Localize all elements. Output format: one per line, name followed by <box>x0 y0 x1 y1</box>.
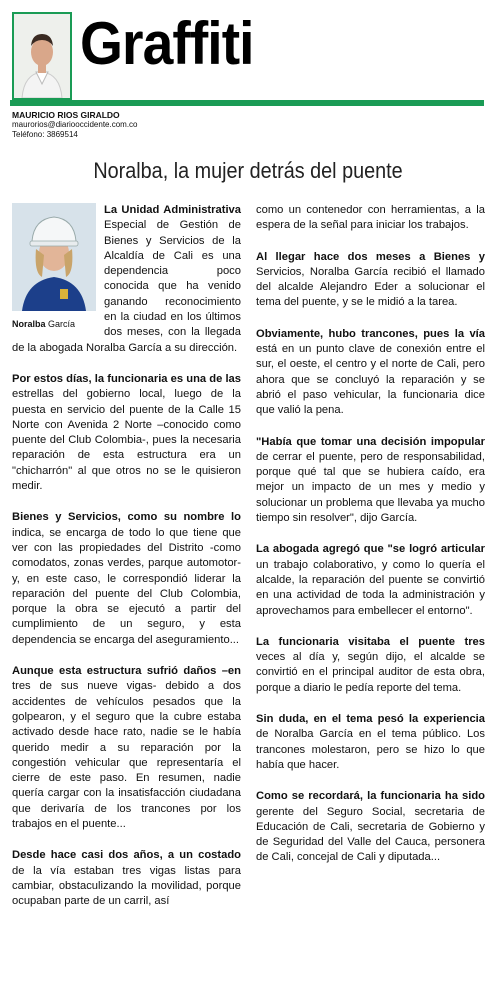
paragraph-body: de cerrar el puente, pero de responsabilidad, porque qué tal que se hubiera caído, era mejor un impacto de un mes y medio y solucionar un problema que llevaba ya mucho tiempo sin resolver", dijo García. <box>256 450 485 525</box>
paragraph <box>12 372 241 494</box>
paragraph-lead: La Unidad Administrativa <box>104 204 241 216</box>
paragraph-lead: "Había que tomar una decisión impopular <box>256 435 485 448</box>
header-rule <box>10 100 484 106</box>
paragraph-body: tres de sus nueve vigas- debido a dos accidentes de vehículos pesados que la golpearon, y el seguro que la cubre estaba activado desde hace rato, nadie se le había querido medir a su reparación por la congestión vehicular que representaría el cierre de este paso. En resumen, nadie quería cargar con la insatisfacción ciudadana que derivaría de los trancones por los trabajos en el puente... <box>12 680 241 830</box>
paragraph <box>256 435 485 527</box>
paragraph-lead: Obviamente, hubo trancones, pues la vía <box>256 327 485 340</box>
paragraph-body: está en un punto clave de conexión entre el sur, el oeste, el centro y el norte de Cali, pero ahora que se concluyó la reparación y se abrió el paso vehicular, la funcionaria dice que valió la pena. <box>256 343 485 417</box>
columnist-photo <box>14 14 70 98</box>
photo-caption <box>12 319 98 330</box>
paragraph <box>12 510 241 648</box>
paragraph-body: Especial de Gestión de Bienes y Servicios de la Alcaldía de Cali es una dependencia poco conocida que ha venido ganando reconocimiento en la ciudad en los últimos dos meses, con la llegada de la abogada Noralba García a su dirección. <box>12 219 241 354</box>
column-title: Graffiti <box>80 10 254 77</box>
paragraph-body: veces al día y, según dijo, el alcalde se convirtió en el principal auditor de esta obra, porque a diario le pedía reporte del tema. <box>256 651 485 694</box>
byline <box>12 110 138 140</box>
columnist-portrait <box>12 12 72 100</box>
photo-caption-bold: Noralba <box>12 319 46 329</box>
paragraph <box>256 635 485 696</box>
paragraph <box>256 789 485 865</box>
paragraph-lead: Al llegar hace dos meses a Bienes y <box>256 250 485 263</box>
article-headline: Noralba, la mujer detrás del puente <box>93 158 403 183</box>
paragraph <box>256 203 485 234</box>
author-name: MAURICIO RIOS GIRALDO <box>12 110 120 120</box>
paragraph-lead: Como se recordará, la funcionaria ha sido <box>256 790 485 803</box>
paragraph-lead: Aunque esta estructura sufrió daños –en <box>12 665 241 678</box>
paragraph <box>256 327 485 419</box>
paragraph-body: gerente del Seguro Social, secretaria de Educación de Cali, secretaria de Gobierno y de Seguridad del Valle del Cauca, personera de Cali, concejal de Cali y diputada... <box>256 805 485 864</box>
author-email[interactable]: maurorios@diariooccidente.com.co <box>12 120 138 129</box>
left-column <box>12 203 241 925</box>
right-column <box>256 203 485 882</box>
paragraph-body: indica, se encarga de todo lo que tiene que ver con las propiedades del Distrito -como comodatos, zonas verdes, parque automotor- y, en este caso, le correspondió liderar la reparación del puente del Club Colombia, porque la obra se ejecutó a partir del cumplimiento de un seguro, y esta dependencia se encarga del aseguramiento... <box>12 526 241 646</box>
paragraph-lead: La abogada agregó que "se logró articular <box>256 543 485 556</box>
paragraph-body: como un contenedor con herramientas, a la espera de la señal para iniciar los trabajos. <box>256 204 485 232</box>
paragraph-lead: Desde hace casi dos años, a un costado <box>12 849 241 862</box>
paragraph-lead: Por estos días, la funcionaria es una de las <box>12 372 241 385</box>
paragraph-body: de la vía estaban tres vigas listas para cambiar, obstaculizando la movilidad, porque ocupaban parte de un carril, así <box>12 864 241 908</box>
subject-photo-image <box>12 203 96 311</box>
paragraph <box>256 250 485 311</box>
paragraph <box>12 664 241 832</box>
paragraph-lead: La funcionaria visitaba el puente tres <box>256 635 485 648</box>
paragraph-body: estrellas del gobierno local, luego de la puesta en servicio del puente de la Calle 15 Norte con Avenida 2 Norte –conocido como puente del Club Colombia-, pues la necesaria reparación de esta estructura era un "chicharrón" al que otros no se le quisieron medir. <box>12 388 241 493</box>
paragraph <box>256 542 485 618</box>
author-phone: Teléfono: 3869514 <box>12 130 78 139</box>
subject-photo <box>12 203 96 311</box>
paragraph-body: un trabajo colaborativo, y como lo quería el alcalde, la reparación del puente se convirtió en una actividad de toda la administración y aprovechamos para embellecer el entorno". <box>256 558 485 617</box>
subject-photo-box <box>12 203 98 331</box>
paragraph <box>12 848 241 909</box>
paragraph-body: de Noralba García en el tema público. Los trancones molestaron, pero se hizo lo que había que hacer. <box>256 728 485 771</box>
paragraph-lead: Sin duda, en el tema pesó la experiencia <box>256 713 485 726</box>
paragraph-lead: Bienes y Servicios, como su nombre lo <box>12 511 241 524</box>
paragraph <box>256 712 485 773</box>
paragraph-body: Servicios, Noralba García recibió el llamado del alcalde Alejandro Eder a solucionar el tema del puente, y se le midió a la tarea. <box>256 265 485 309</box>
photo-caption-rest: García <box>45 319 76 329</box>
